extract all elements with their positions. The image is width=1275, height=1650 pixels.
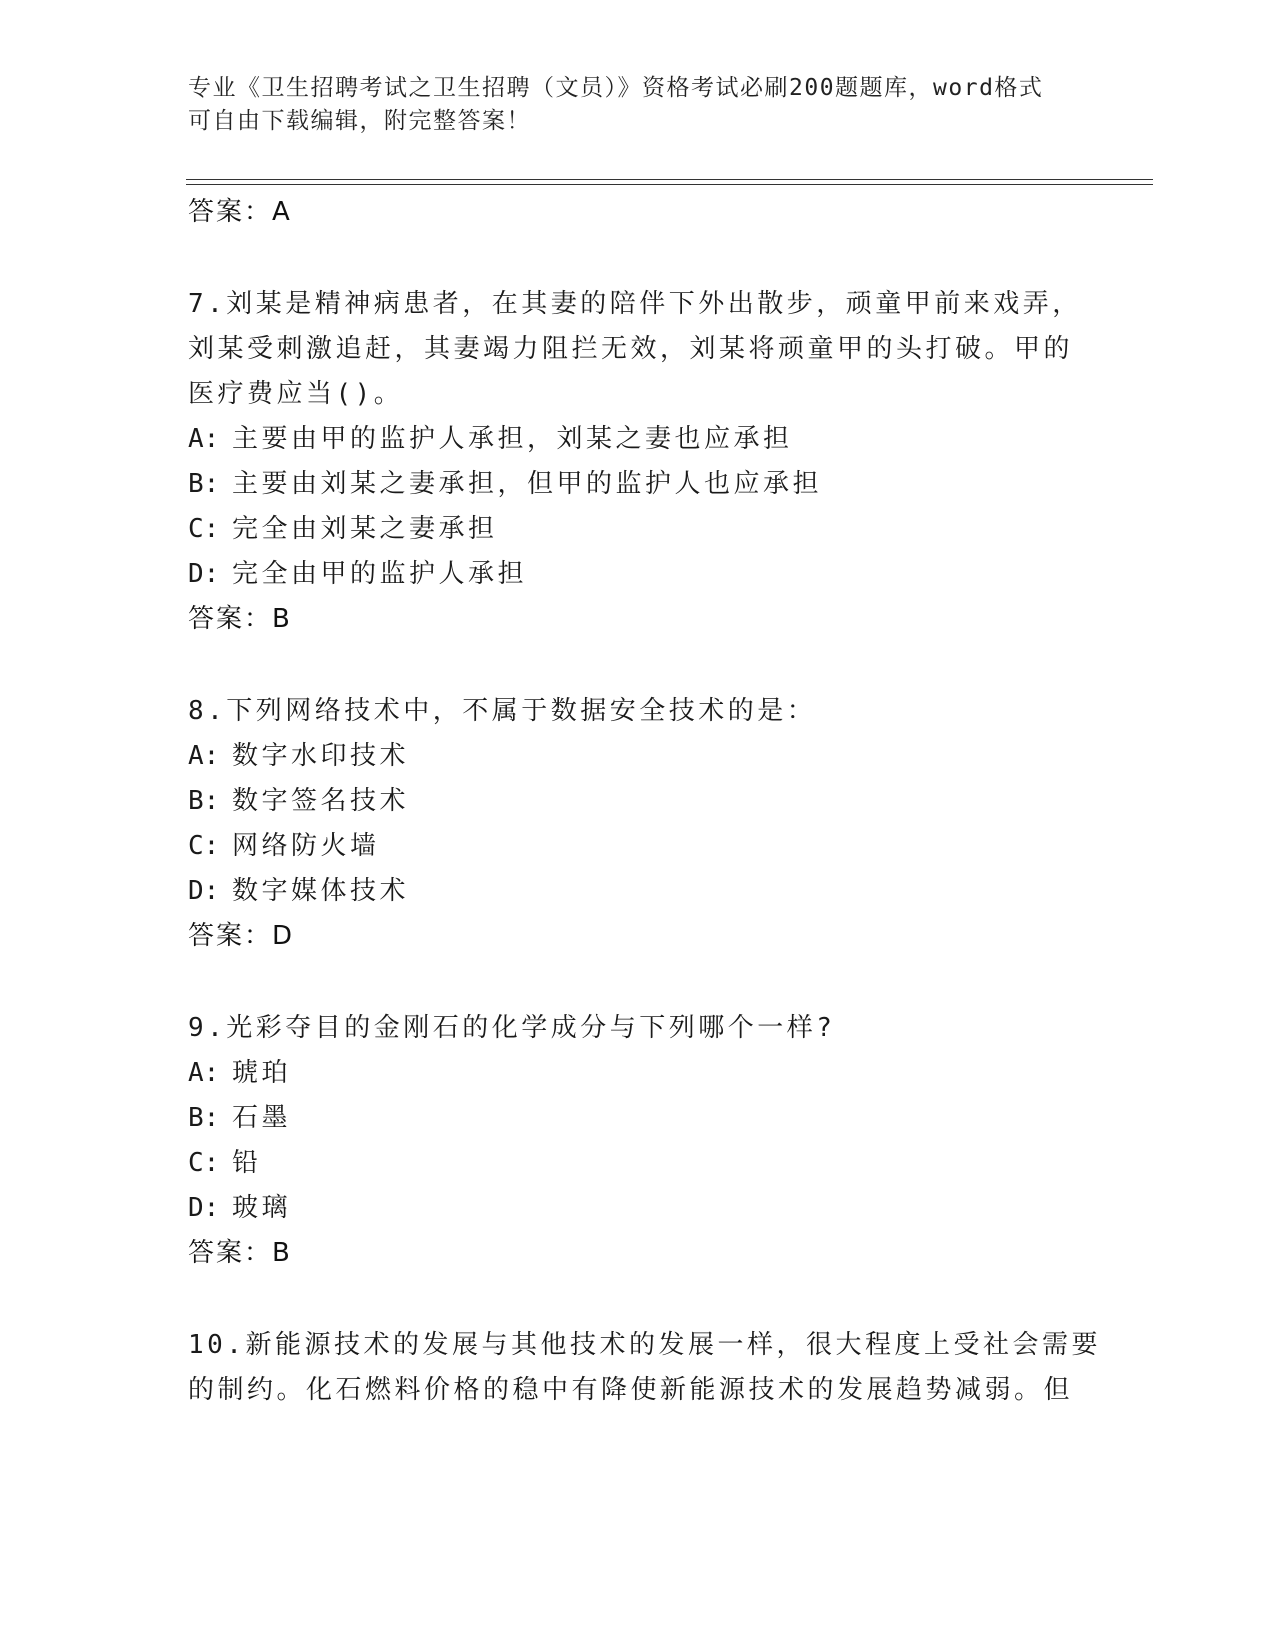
option-text: 铅 [232, 1148, 262, 1178]
option-label: D: [188, 559, 220, 589]
option-c [188, 507, 1088, 552]
option-a [188, 417, 1088, 462]
question-text-line: 7.刘某是精神病患者，在其妻的陪伴下外出散步，顽童甲前来戏弄， [188, 289, 1082, 319]
option-text: 完全由甲的监护人承担 [232, 559, 528, 589]
option-c [188, 824, 1088, 869]
option-label: B: [188, 786, 220, 816]
question-text-line: 9.光彩夺目的金刚石的化学成分与下列哪个一样? [188, 1013, 836, 1043]
option-text: 石墨 [232, 1103, 292, 1133]
answer-line: 答案：B [188, 604, 292, 634]
question-text-line: 8.下列网络技术中，不属于数据安全技术的是： [188, 696, 817, 726]
header-line-1: 专业《卫生招聘考试之卫生招聘（文员）》资格考试必刷200题题库，word格式 [188, 75, 1044, 101]
option-a [188, 1051, 1088, 1096]
option-text: 琥珀 [232, 1058, 292, 1088]
option-label: C: [188, 514, 220, 544]
question-block [188, 1006, 1088, 1276]
option-d [188, 1186, 1088, 1231]
header-line-2: 可自由下载编辑，附完整答案！ [188, 108, 531, 134]
option-text: 完全由刘某之妻承担 [232, 514, 498, 544]
option-b [188, 462, 1088, 507]
option-label: B: [188, 469, 220, 499]
option-label: C: [188, 831, 220, 861]
option-c [188, 1141, 1088, 1186]
option-label: A: [188, 741, 220, 771]
option-d [188, 552, 1088, 597]
question-list [188, 190, 1101, 1413]
option-text: 网络防火墙 [232, 831, 380, 861]
page-header [188, 72, 1068, 138]
question-text-line: 10.新能源技术的发展与其他技术的发展一样，很大程度上受社会需要 [188, 1330, 1101, 1360]
spacer [188, 642, 1088, 689]
option-text: 主要由甲的监护人承担，刘某之妻也应承担 [232, 424, 793, 454]
option-label: B: [188, 1103, 220, 1133]
spacer [188, 959, 1088, 1006]
option-b [188, 1096, 1088, 1141]
question-text-line: 刘某受刺激追赶，其妻竭力阻拦无效，刘某将顽童甲的头打破。甲的 [188, 334, 1074, 364]
answer-line: 答案：D [188, 921, 295, 951]
answer-line: 答案：A [188, 197, 292, 227]
option-text: 主要由刘某之妻承担，但甲的监护人也应承担 [232, 469, 823, 499]
option-text: 数字签名技术 [232, 786, 410, 816]
question-block [188, 1323, 1101, 1413]
option-label: A: [188, 424, 220, 454]
header-rule-top [186, 179, 1153, 180]
option-label: C: [188, 1148, 220, 1178]
option-label: A: [188, 1058, 220, 1088]
spacer [188, 235, 1088, 282]
option-b [188, 779, 1088, 824]
spacer [188, 1276, 1088, 1323]
option-text: 数字媒体技术 [232, 876, 410, 906]
question-text-line: 的制约。化石燃料价格的稳中有降使新能源技术的发展趋势减弱。但 [188, 1375, 1074, 1405]
option-text: 数字水印技术 [232, 741, 410, 771]
option-label: D: [188, 876, 220, 906]
question-block [188, 282, 1088, 642]
option-d [188, 869, 1088, 914]
header-rule-bottom [186, 184, 1153, 185]
question-block [188, 689, 1088, 959]
question-text-line: 医疗费应当()。 [188, 379, 404, 409]
option-label: D: [188, 1193, 220, 1223]
option-a [188, 734, 1088, 779]
answer-line: 答案：B [188, 1238, 292, 1268]
option-text: 玻璃 [232, 1193, 292, 1223]
